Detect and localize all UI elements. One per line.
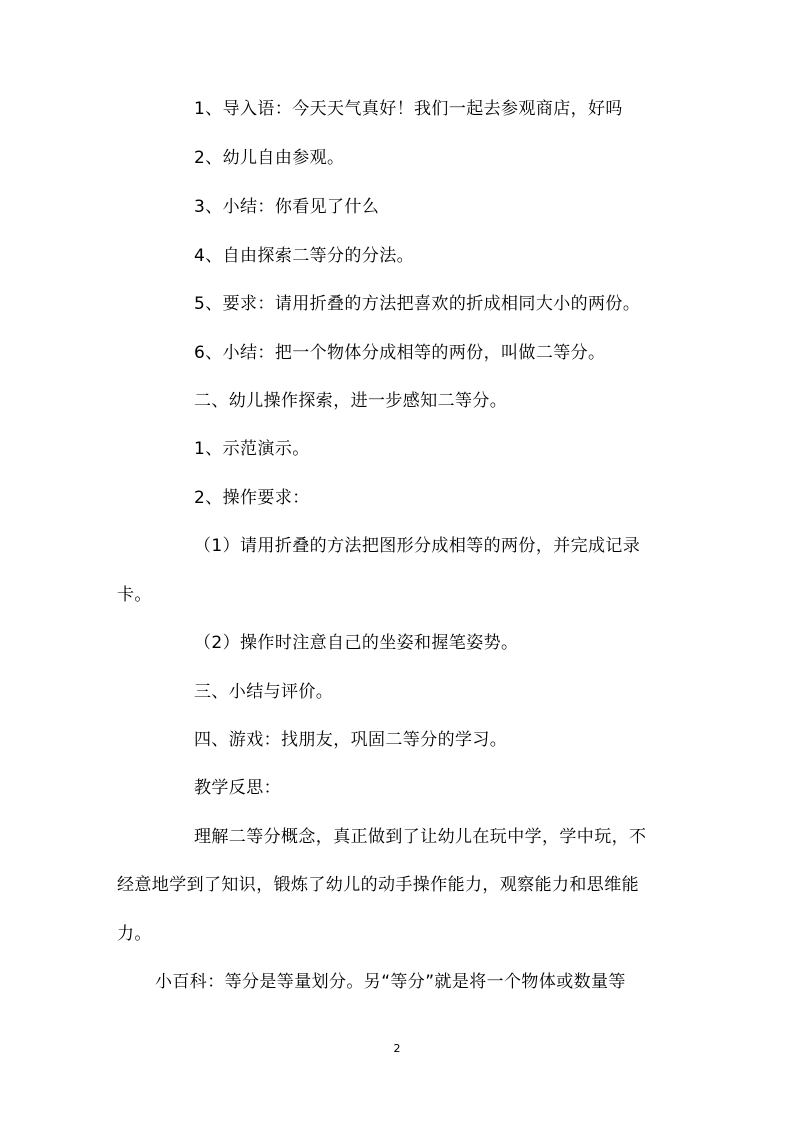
paragraph-line: 力。 <box>117 924 152 944</box>
page-number: 2 <box>393 1042 401 1055</box>
paragraph-line: 5、要求：请用折叠的方法把喜欢的折成相同大小的两份。 <box>194 294 641 314</box>
paragraph-line: 3、小结：你看见了什么 <box>194 197 380 217</box>
section-heading: 三、小结与评价。 <box>194 682 334 702</box>
paragraph-line: 4、自由探索二等分的分法。 <box>194 246 415 266</box>
section-heading: 二、幼儿操作探索，进一步感知二等分。 <box>194 391 508 411</box>
paragraph-line: 经意地学到了知识，锻炼了幼儿的动手操作能力，观察能力和思维能 <box>117 875 639 895</box>
paragraph-line: 1、导入语：今天天气真好！我们一起去参观商店，好吗 <box>194 99 623 119</box>
paragraph-line: 2、幼儿自由参观。 <box>194 148 345 168</box>
paragraph-line: 2、操作要求： <box>194 488 310 508</box>
paragraph-line: （1）请用折叠的方法把图形分成相等的两份，并完成记录 <box>194 536 641 556</box>
section-heading: 教学反思： <box>194 778 281 798</box>
paragraph-line: 1、示范演示。 <box>194 439 310 459</box>
paragraph-line: 6、小结：把一个物体分成相等的两份，叫做二等分。 <box>194 343 606 363</box>
section-heading: 四、游戏：找朋友，巩固二等分的学习。 <box>194 730 508 750</box>
paragraph-line: （2）操作时注意自己的坐姿和握笔姿势。 <box>194 633 519 653</box>
paragraph-line: 卡。 <box>117 585 152 605</box>
paragraph-line: 小百科：等分是等量划分。另“等分”就是将一个物体或数量等 <box>155 972 626 992</box>
paragraph-line: 理解二等分概念，真正做到了让幼儿在玩中学，学中玩，不 <box>194 827 647 847</box>
